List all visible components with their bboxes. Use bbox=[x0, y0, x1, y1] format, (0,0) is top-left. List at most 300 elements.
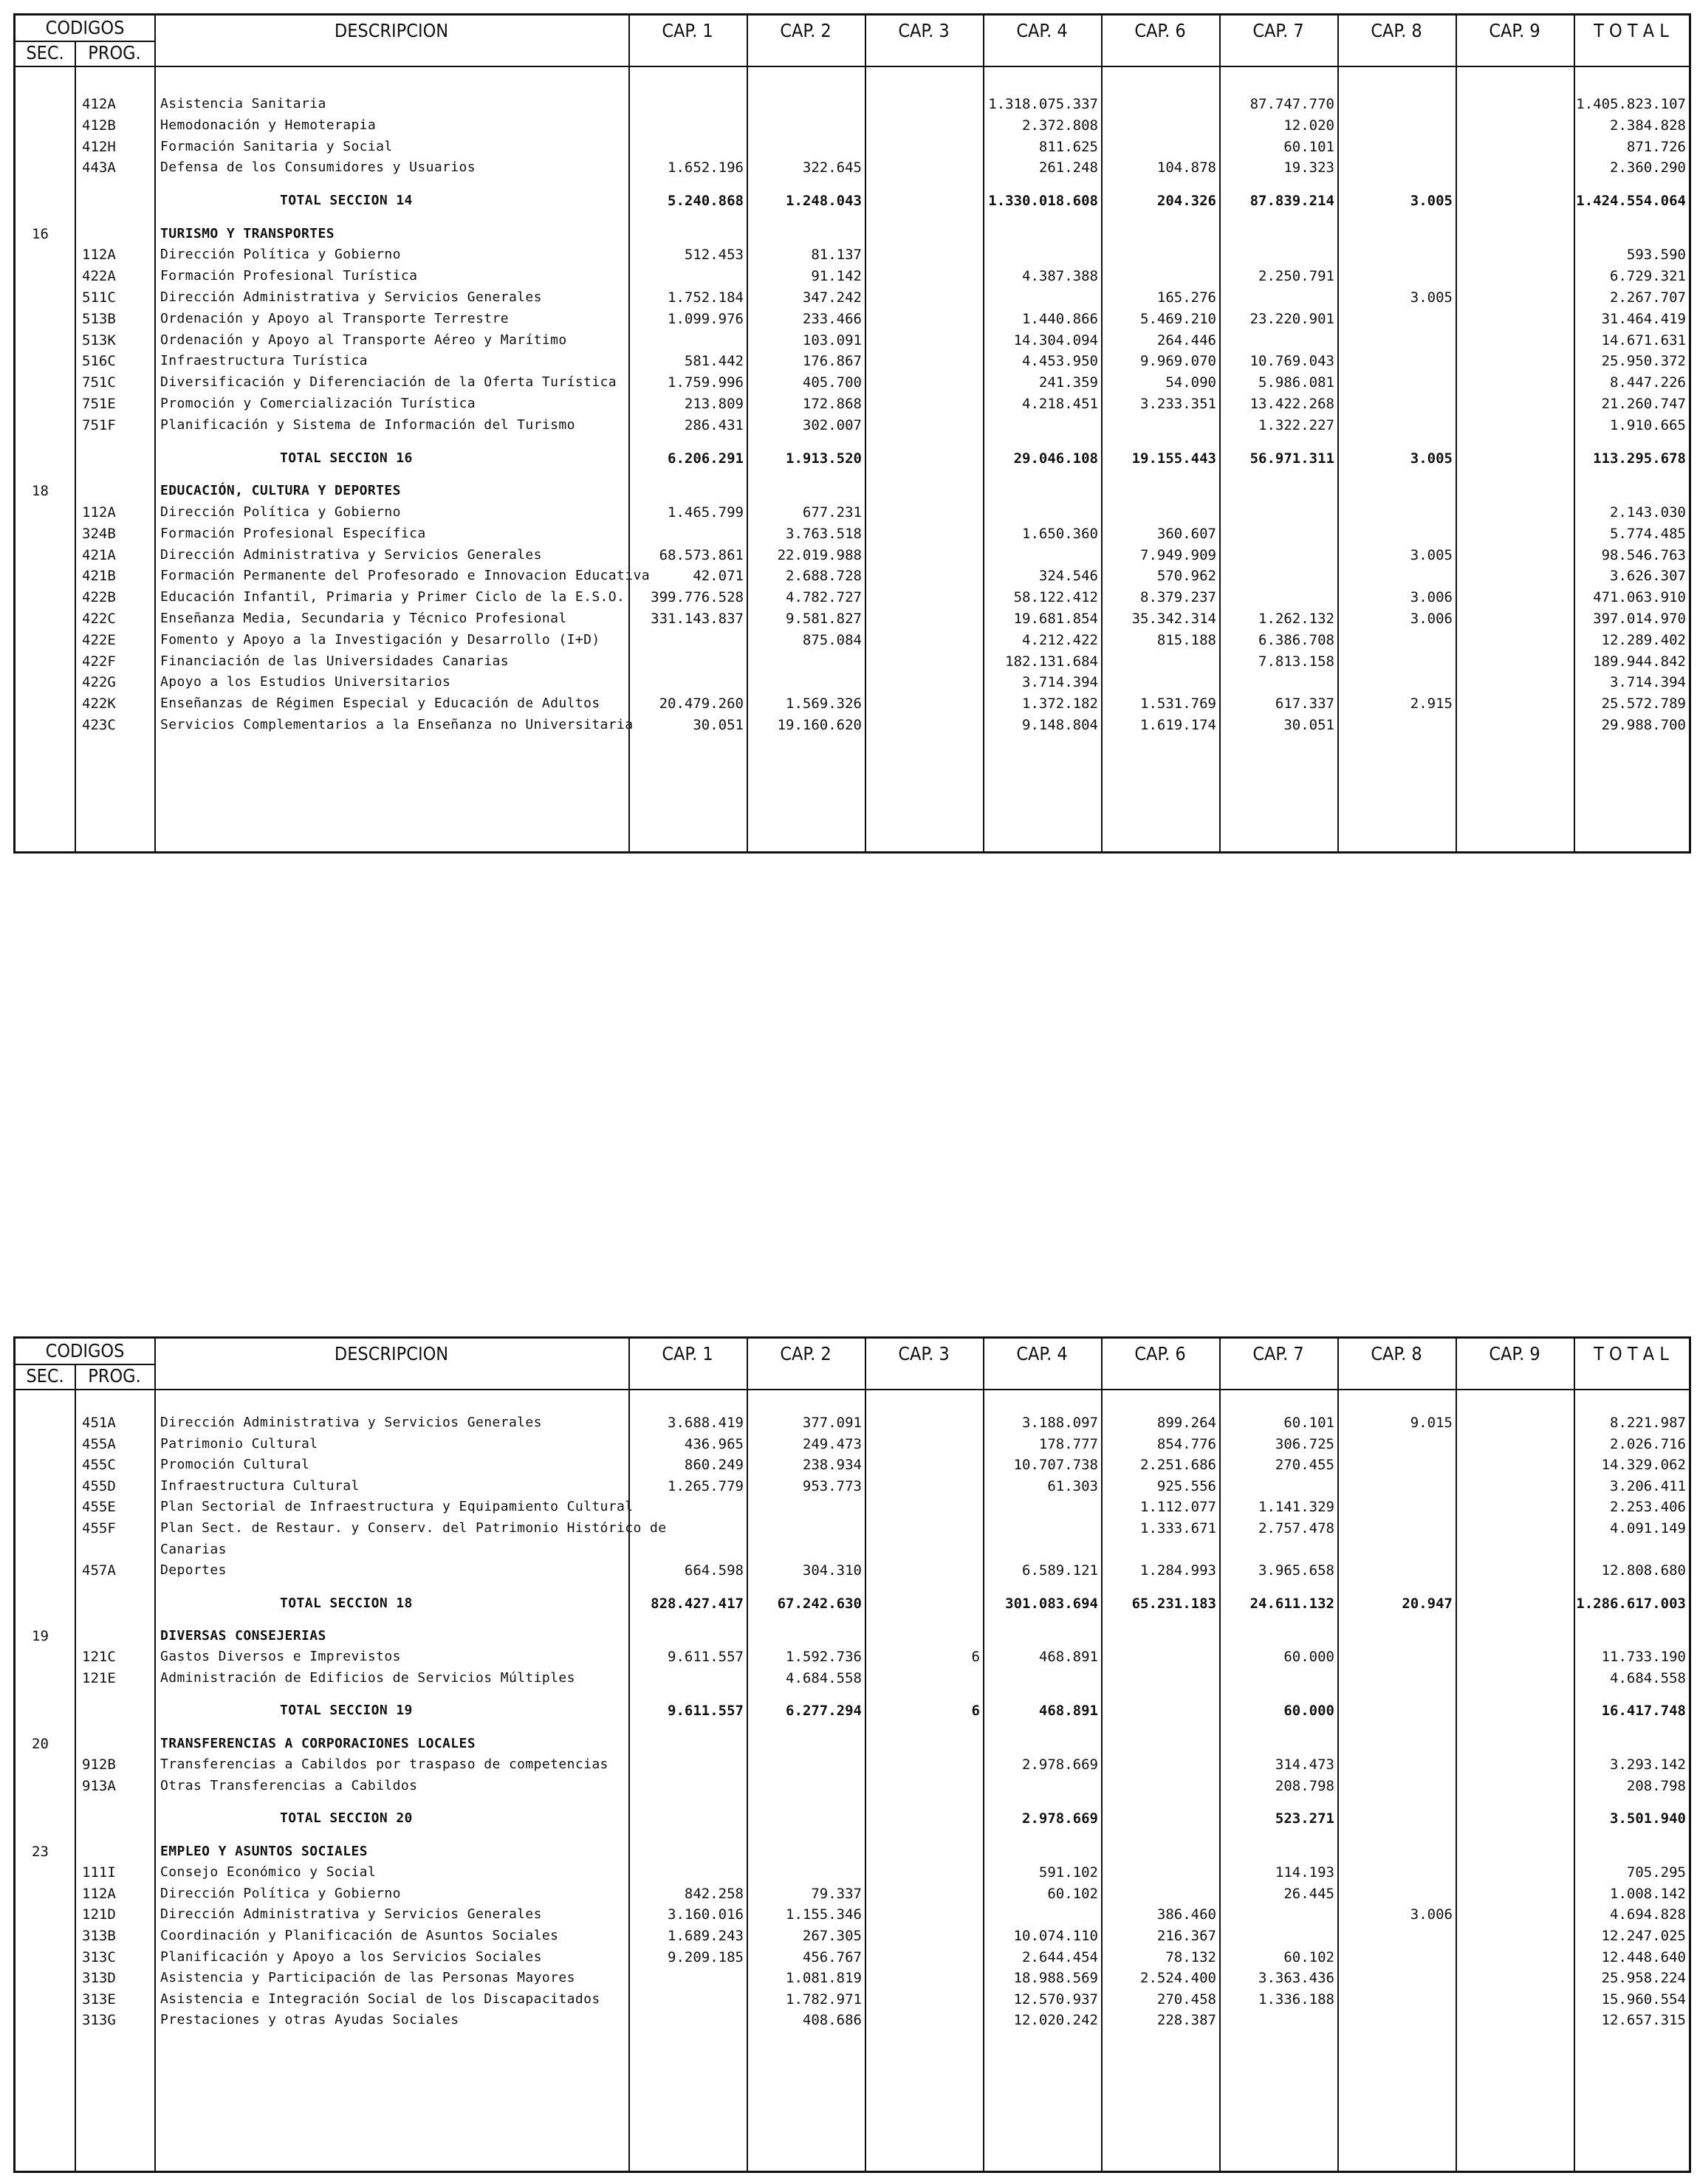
total-value: 5.240.868 bbox=[668, 193, 744, 210]
program-description: Transferencias a Cabildos por traspaso de competencias bbox=[160, 1757, 608, 1773]
program-value: 54.090 bbox=[1165, 374, 1216, 391]
program-value: 2.251.686 bbox=[1140, 1457, 1216, 1474]
total-value: 9.611.557 bbox=[668, 1703, 744, 1720]
program-value: 953.773 bbox=[802, 1477, 862, 1494]
program-value: 324.546 bbox=[1038, 568, 1098, 585]
header-prog: PROG. bbox=[88, 1365, 141, 1387]
budget-table-top bbox=[13, 13, 1691, 854]
program-value: 60.101 bbox=[1283, 1415, 1334, 1431]
program-code: 313B bbox=[82, 1927, 116, 1944]
program-value: 9.581.827 bbox=[786, 610, 862, 627]
program-code: 751C bbox=[82, 374, 116, 391]
program-value: 408.686 bbox=[802, 2012, 862, 2029]
section-number: 23 bbox=[32, 1843, 49, 1860]
program-description: Dirección Administrativa y Servicios Generales bbox=[160, 1415, 542, 1430]
program-value: 4.694.828 bbox=[1610, 1906, 1686, 1923]
column-divider bbox=[865, 1339, 866, 2171]
program-value: 331.143.837 bbox=[651, 610, 744, 627]
program-value: 172.868 bbox=[802, 396, 862, 413]
header-cap: T O T A L bbox=[1594, 20, 1669, 41]
program-value: 176.867 bbox=[802, 353, 862, 370]
header-cap: CAP. 3 bbox=[898, 1343, 950, 1364]
program-value: 213.809 bbox=[684, 396, 744, 413]
program-value: 267.305 bbox=[802, 1927, 862, 1944]
program-value: 60.101 bbox=[1283, 138, 1334, 155]
program-description: Infraestructura Cultural bbox=[160, 1477, 360, 1494]
program-description: Gastos Diversos e Imprevistos bbox=[160, 1649, 401, 1665]
program-value: 1.689.243 bbox=[668, 1927, 744, 1944]
section-title: TURISMO Y TRANSPORTES bbox=[160, 225, 335, 241]
program-description: Plan Sect. de Restaur. y Conserv. del Patrimonio Histórico de bbox=[160, 1520, 667, 1536]
program-value: 3.206.411 bbox=[1610, 1477, 1686, 1494]
program-description: Formación Permanente del Profesorado e Innovacion Educativa bbox=[160, 568, 650, 584]
program-value: 60.102 bbox=[1283, 1948, 1334, 1965]
program-value: 233.466 bbox=[802, 310, 862, 327]
program-value: 3.006 bbox=[1410, 1906, 1453, 1923]
program-value: 241.359 bbox=[1038, 374, 1098, 391]
program-value: 60.000 bbox=[1283, 1649, 1334, 1666]
program-code: 313G bbox=[82, 2012, 116, 2029]
program-value: 2.143.030 bbox=[1610, 504, 1686, 521]
program-value: 1.081.819 bbox=[786, 1970, 862, 1987]
program-value: 871.726 bbox=[1626, 138, 1686, 155]
header-prog: PROG. bbox=[88, 42, 141, 63]
program-value: 2.915 bbox=[1410, 696, 1453, 712]
section-title: DIVERSAS CONSEJERIAS bbox=[160, 1627, 326, 1644]
program-value: 405.700 bbox=[802, 374, 862, 391]
program-code: 451A bbox=[82, 1415, 116, 1431]
program-value: 617.337 bbox=[1275, 696, 1334, 712]
header-codigos: CODIGOS bbox=[45, 17, 125, 38]
program-value: 2.644.454 bbox=[1022, 1948, 1098, 1965]
total-value: 204.326 bbox=[1156, 193, 1216, 210]
program-value: 4.387.388 bbox=[1022, 268, 1098, 285]
budget-table-bottom bbox=[13, 1336, 1691, 2173]
program-value: 1.112.077 bbox=[1140, 1499, 1216, 1516]
header-cap: CAP. 8 bbox=[1371, 20, 1422, 41]
total-value: 113.295.678 bbox=[1593, 450, 1686, 467]
header-cap: CAP. 2 bbox=[780, 1343, 832, 1364]
program-value: 677.231 bbox=[802, 504, 862, 521]
program-code: 511C bbox=[82, 289, 116, 306]
program-value: 664.598 bbox=[684, 1562, 744, 1579]
program-value: 875.084 bbox=[802, 631, 862, 648]
program-value: 12.570.937 bbox=[1013, 1991, 1098, 2008]
program-code: 412H bbox=[82, 138, 116, 155]
program-value: 1.372.182 bbox=[1022, 696, 1098, 712]
header-cap: CAP. 6 bbox=[1134, 1343, 1186, 1364]
program-description: Deportes bbox=[160, 1562, 227, 1579]
program-description: Enseñanzas de Régimen Especial y Educación de Adultos bbox=[160, 696, 600, 712]
program-code: 443A bbox=[82, 159, 116, 176]
program-value: 61.303 bbox=[1047, 1477, 1098, 1494]
program-value: 3.005 bbox=[1410, 289, 1453, 306]
header-cap: CAP. 1 bbox=[662, 1343, 713, 1364]
header-cap: T O T A L bbox=[1594, 1343, 1669, 1364]
program-value: 12.020.242 bbox=[1013, 2012, 1098, 2029]
program-value: 2.360.290 bbox=[1610, 159, 1686, 176]
header-cap: CAP. 8 bbox=[1371, 1343, 1422, 1364]
program-value: 1.759.996 bbox=[668, 374, 744, 391]
header-divider bbox=[16, 1389, 1689, 1390]
program-value: 3.363.436 bbox=[1258, 1970, 1334, 1987]
program-code: 513B bbox=[82, 310, 116, 327]
program-description: Consejo Económico y Social bbox=[160, 1864, 377, 1881]
program-value: 860.249 bbox=[684, 1457, 744, 1474]
program-value: 12.289.402 bbox=[1601, 631, 1686, 648]
program-description: Ordenación y Apoyo al Transporte Aéreo y Marítimo bbox=[160, 332, 567, 348]
program-value: 87.747.770 bbox=[1249, 96, 1334, 112]
program-value: 10.074.110 bbox=[1013, 1927, 1098, 1944]
program-value: 2.253.406 bbox=[1610, 1499, 1686, 1516]
program-code: 422C bbox=[82, 610, 116, 627]
program-description: Formación Profesional Turística bbox=[160, 268, 418, 284]
program-value: 18.988.569 bbox=[1013, 1970, 1098, 1987]
program-value: 1.752.184 bbox=[668, 289, 744, 306]
program-value: 925.556 bbox=[1156, 1477, 1216, 1494]
header-descripcion: DESCRIPCION bbox=[334, 20, 449, 41]
program-value: 591.102 bbox=[1038, 1864, 1098, 1881]
section-title: EDUCACIÓN, CULTURA Y DEPORTES bbox=[160, 483, 401, 499]
program-code: 313C bbox=[82, 1948, 116, 1965]
total-value: 6 bbox=[971, 1703, 980, 1720]
program-code: 422E bbox=[82, 631, 116, 648]
program-value: 25.572.789 bbox=[1601, 696, 1686, 712]
total-value: 56.971.311 bbox=[1249, 450, 1334, 467]
program-code: 913A bbox=[82, 1777, 116, 1794]
program-description: Planificación y Apoyo a los Servicios Sociales bbox=[160, 1948, 542, 1965]
program-code: 912B bbox=[82, 1757, 116, 1773]
program-value: 2.250.791 bbox=[1258, 268, 1334, 285]
total-value: 2.978.669 bbox=[1022, 1810, 1098, 1827]
program-value: 1.650.360 bbox=[1022, 525, 1098, 542]
program-value: 2.026.716 bbox=[1610, 1435, 1686, 1452]
program-value: 20.479.260 bbox=[659, 696, 744, 712]
program-value: 471.063.910 bbox=[1593, 589, 1686, 606]
program-description: Prestaciones y otras Ayudas Sociales bbox=[160, 2012, 459, 2028]
program-value: 10.707.738 bbox=[1013, 1457, 1098, 1474]
program-value: 2.978.669 bbox=[1022, 1757, 1098, 1773]
program-value: 228.387 bbox=[1156, 2012, 1216, 2029]
total-value: 6.277.294 bbox=[786, 1703, 862, 1720]
program-value: 304.310 bbox=[802, 1562, 862, 1579]
total-value: 3.005 bbox=[1410, 450, 1453, 467]
program-value: 270.458 bbox=[1156, 1991, 1216, 2008]
header-cap: CAP. 6 bbox=[1134, 20, 1186, 41]
program-value: 3.006 bbox=[1410, 610, 1453, 627]
column-divider bbox=[1337, 16, 1339, 851]
program-value: 3.626.307 bbox=[1610, 568, 1686, 585]
program-value: 178.777 bbox=[1038, 1435, 1098, 1452]
program-value: 103.091 bbox=[802, 332, 862, 348]
program-description: Dirección Política y Gobierno bbox=[160, 504, 401, 520]
program-value: 58.122.412 bbox=[1013, 589, 1098, 606]
program-value: 2.688.728 bbox=[786, 568, 862, 585]
header-sec: SEC. bbox=[26, 1365, 64, 1387]
column-divider bbox=[75, 41, 76, 851]
program-description: Canarias bbox=[160, 1541, 227, 1557]
program-value: 386.460 bbox=[1156, 1906, 1216, 1923]
program-value: 7.949.909 bbox=[1140, 546, 1216, 563]
program-value: 10.769.043 bbox=[1249, 353, 1334, 370]
program-value: 3.233.351 bbox=[1140, 396, 1216, 413]
program-value: 68.573.861 bbox=[659, 546, 744, 563]
program-code: 422G bbox=[82, 674, 116, 691]
program-code: 111I bbox=[82, 1864, 116, 1881]
program-value: 4.212.422 bbox=[1022, 631, 1098, 648]
program-value: 8.447.226 bbox=[1610, 374, 1686, 391]
program-value: 35.342.314 bbox=[1131, 610, 1216, 627]
program-value: 81.137 bbox=[811, 247, 862, 264]
program-value: 2.524.400 bbox=[1140, 1970, 1216, 1987]
program-value: 302.007 bbox=[802, 416, 862, 433]
program-value: 208.798 bbox=[1626, 1777, 1686, 1794]
program-value: 399.776.528 bbox=[651, 589, 744, 606]
program-code: 457A bbox=[82, 1562, 116, 1579]
program-value: 238.934 bbox=[802, 1457, 862, 1474]
program-value: 436.965 bbox=[684, 1435, 744, 1452]
header-cap: CAP. 7 bbox=[1252, 1343, 1304, 1364]
section-total-label: TOTAL SECCION 14 bbox=[280, 193, 413, 209]
program-value: 270.455 bbox=[1275, 1457, 1334, 1474]
program-value: 322.645 bbox=[802, 159, 862, 176]
program-value: 12.808.680 bbox=[1601, 1562, 1686, 1579]
program-value: 9.209.185 bbox=[668, 1948, 744, 1965]
program-value: 286.431 bbox=[684, 416, 744, 433]
section-total-label: TOTAL SECCION 20 bbox=[280, 1810, 413, 1827]
program-value: 5.469.210 bbox=[1140, 310, 1216, 327]
program-code: 455D bbox=[82, 1477, 116, 1494]
total-value: 1.248.043 bbox=[786, 193, 862, 210]
program-value: 9.148.804 bbox=[1022, 716, 1098, 733]
program-value: 9.969.070 bbox=[1140, 353, 1216, 370]
program-code: 313E bbox=[82, 1991, 116, 2008]
total-value: 1.330.018.608 bbox=[988, 193, 1098, 210]
total-value: 6.206.291 bbox=[668, 450, 744, 467]
program-value: 13.422.268 bbox=[1249, 396, 1334, 413]
program-value: 1.284.993 bbox=[1140, 1562, 1216, 1579]
program-value: 216.367 bbox=[1156, 1927, 1216, 1944]
program-code: 421A bbox=[82, 546, 116, 563]
program-value: 3.965.658 bbox=[1258, 1562, 1334, 1579]
program-value: 25.958.224 bbox=[1601, 1970, 1686, 1987]
program-value: 512.453 bbox=[684, 247, 744, 264]
program-value: 182.131.684 bbox=[1005, 653, 1098, 670]
program-value: 1.099.976 bbox=[668, 310, 744, 327]
program-value: 5.986.081 bbox=[1258, 374, 1334, 391]
program-value: 22.019.988 bbox=[777, 546, 862, 563]
program-value: 468.891 bbox=[1038, 1649, 1098, 1666]
program-value: 12.448.640 bbox=[1601, 1948, 1686, 1965]
total-value: 16.417.748 bbox=[1601, 1703, 1686, 1720]
header-cap: CAP. 2 bbox=[780, 20, 832, 41]
program-description: Plan Sectorial de Infraestructura y Equipamiento Cultural bbox=[160, 1499, 634, 1515]
program-code: 324B bbox=[82, 525, 116, 542]
program-value: 4.218.451 bbox=[1022, 396, 1098, 413]
program-value: 815.188 bbox=[1156, 631, 1216, 648]
total-value: 60.000 bbox=[1283, 1703, 1334, 1720]
program-code: 412A bbox=[82, 96, 116, 112]
header-sec: SEC. bbox=[26, 42, 64, 63]
program-value: 1.569.326 bbox=[786, 696, 862, 712]
header-descripcion: DESCRIPCION bbox=[334, 1343, 449, 1364]
program-value: 1.333.671 bbox=[1140, 1520, 1216, 1536]
program-value: 1.440.866 bbox=[1022, 310, 1098, 327]
program-value: 3.688.419 bbox=[668, 1415, 744, 1431]
column-divider bbox=[75, 1364, 76, 2171]
program-value: 456.767 bbox=[802, 1948, 862, 1965]
program-value: 8.221.987 bbox=[1610, 1415, 1686, 1431]
section-total-label: TOTAL SECCION 19 bbox=[280, 1703, 413, 1719]
program-value: 3.763.518 bbox=[786, 525, 862, 542]
column-divider bbox=[1337, 1339, 1339, 2171]
program-code: 455A bbox=[82, 1435, 116, 1452]
total-value: 3.005 bbox=[1410, 193, 1453, 210]
total-value: 20.947 bbox=[1402, 1595, 1453, 1612]
program-code: 112A bbox=[82, 247, 116, 264]
program-value: 1.910.665 bbox=[1610, 416, 1686, 433]
header-cap: CAP. 9 bbox=[1489, 1343, 1540, 1364]
program-value: 4.684.558 bbox=[1610, 1670, 1686, 1687]
program-description: Coordinación y Planificación de Asuntos Sociales bbox=[160, 1927, 559, 1943]
total-value: 1.286.617.003 bbox=[1576, 1595, 1686, 1612]
program-code: 455E bbox=[82, 1499, 116, 1516]
program-value: 12.247.025 bbox=[1601, 1927, 1686, 1944]
program-code: 422A bbox=[82, 268, 116, 285]
program-value: 9.611.557 bbox=[668, 1649, 744, 1666]
program-value: 19.681.854 bbox=[1013, 610, 1098, 627]
program-value: 60.102 bbox=[1047, 1885, 1098, 1902]
program-description: Patrimonio Cultural bbox=[160, 1435, 318, 1452]
program-value: 264.446 bbox=[1156, 332, 1216, 348]
program-value: 78.132 bbox=[1165, 1948, 1216, 1965]
section-title: EMPLEO Y ASUNTOS SOCIALES bbox=[160, 1843, 368, 1859]
program-value: 4.782.727 bbox=[786, 589, 862, 606]
program-description: Dirección Política y Gobierno bbox=[160, 1885, 401, 1901]
program-description: Dirección Administrativa y Servicios Generales bbox=[160, 289, 542, 306]
program-value: 1.405.823.107 bbox=[1576, 96, 1686, 112]
program-value: 12.657.315 bbox=[1601, 2012, 1686, 2029]
program-value: 6.386.708 bbox=[1258, 631, 1334, 648]
program-code: 112A bbox=[82, 504, 116, 521]
program-value: 31.464.419 bbox=[1601, 310, 1686, 327]
section-total-label: TOTAL SECCION 16 bbox=[280, 450, 413, 466]
program-value: 314.473 bbox=[1275, 1757, 1334, 1773]
program-value: 1.265.779 bbox=[668, 1477, 744, 1494]
program-value: 30.051 bbox=[693, 716, 744, 733]
program-value: 26.445 bbox=[1283, 1885, 1334, 1902]
program-value: 6.729.321 bbox=[1610, 268, 1686, 285]
program-code: 513K bbox=[82, 332, 116, 348]
program-value: 19.160.620 bbox=[777, 716, 862, 733]
program-code: 422B bbox=[82, 589, 116, 606]
program-description: Dirección Política y Gobierno bbox=[160, 247, 401, 263]
program-value: 104.878 bbox=[1156, 159, 1216, 176]
program-value: 3.714.394 bbox=[1610, 674, 1686, 691]
program-value: 98.546.763 bbox=[1601, 546, 1686, 563]
total-value: 1.424.554.064 bbox=[1576, 193, 1686, 210]
program-value: 7.813.158 bbox=[1258, 653, 1334, 670]
program-value: 9.015 bbox=[1410, 1415, 1453, 1431]
program-description: Asistencia e Integración Social de los Discapacitados bbox=[160, 1991, 600, 2007]
program-code: 751E bbox=[82, 396, 116, 413]
program-value: 91.142 bbox=[811, 268, 862, 285]
program-description: Infraestructura Turística bbox=[160, 353, 368, 369]
program-value: 14.671.631 bbox=[1601, 332, 1686, 348]
program-value: 208.798 bbox=[1275, 1777, 1334, 1794]
program-description: Enseñanza Media, Secundaria y Técnico Profesional bbox=[160, 610, 567, 626]
program-value: 811.625 bbox=[1038, 138, 1098, 155]
total-value: 87.839.214 bbox=[1249, 193, 1334, 210]
section-number: 19 bbox=[32, 1627, 49, 1644]
total-value: 29.046.108 bbox=[1013, 450, 1098, 467]
program-value: 360.607 bbox=[1156, 525, 1216, 542]
program-code: 516C bbox=[82, 353, 116, 370]
program-value: 899.264 bbox=[1156, 1415, 1216, 1431]
program-value: 1.318.075.337 bbox=[988, 96, 1098, 112]
program-value: 3.160.016 bbox=[668, 1906, 744, 1923]
program-value: 15.960.554 bbox=[1601, 1991, 1686, 2008]
section-number: 18 bbox=[32, 483, 49, 500]
header-codigos: CODIGOS bbox=[45, 1340, 125, 1361]
program-value: 249.473 bbox=[802, 1435, 862, 1452]
program-value: 1.782.971 bbox=[786, 1991, 862, 2008]
program-code: 423C bbox=[82, 716, 116, 733]
program-value: 854.776 bbox=[1156, 1435, 1216, 1452]
program-value: 3.293.142 bbox=[1610, 1757, 1686, 1773]
program-description: Hemodonación y Hemoterapia bbox=[160, 117, 377, 133]
program-value: 261.248 bbox=[1038, 159, 1098, 176]
program-value: 842.258 bbox=[684, 1885, 744, 1902]
program-code: 121C bbox=[82, 1649, 116, 1666]
program-value: 114.193 bbox=[1275, 1864, 1334, 1881]
program-value: 4.453.950 bbox=[1022, 353, 1098, 370]
column-divider bbox=[1456, 1339, 1457, 2171]
program-value: 6 bbox=[971, 1649, 980, 1666]
program-description: Asistencia Sanitaria bbox=[160, 96, 326, 111]
program-value: 581.442 bbox=[684, 353, 744, 370]
program-value: 347.242 bbox=[802, 289, 862, 306]
section-total-label: TOTAL SECCION 18 bbox=[280, 1595, 413, 1611]
program-value: 5.774.485 bbox=[1610, 525, 1686, 542]
section-title: TRANSFERENCIAS A CORPORACIONES LOCALES bbox=[160, 1735, 476, 1751]
program-value: 14.304.094 bbox=[1013, 332, 1098, 348]
program-value: 29.988.700 bbox=[1601, 716, 1686, 733]
program-value: 23.220.901 bbox=[1249, 310, 1334, 327]
program-value: 1.262.132 bbox=[1258, 610, 1334, 627]
program-value: 2.372.808 bbox=[1022, 117, 1098, 134]
column-divider bbox=[1456, 16, 1457, 851]
program-value: 377.091 bbox=[802, 1415, 862, 1431]
program-value: 21.260.747 bbox=[1601, 396, 1686, 413]
column-divider bbox=[154, 1339, 156, 2171]
section-number: 20 bbox=[32, 1735, 49, 1752]
program-value: 397.014.970 bbox=[1593, 610, 1686, 627]
program-description: Apoyo a los Estudios Universitarios bbox=[160, 674, 451, 690]
program-description: Promoción y Comercialización Turística bbox=[160, 396, 476, 412]
header-cap: CAP. 3 bbox=[898, 20, 950, 41]
program-value: 8.379.237 bbox=[1140, 589, 1216, 606]
program-value: 1.336.188 bbox=[1258, 1991, 1334, 2008]
program-value: 12.020 bbox=[1283, 117, 1334, 134]
program-value: 42.071 bbox=[693, 568, 744, 585]
header-cap: CAP. 4 bbox=[1016, 1343, 1068, 1364]
program-description: Asistencia y Participación de las Personas Mayores bbox=[160, 1970, 575, 1986]
total-value: 65.231.183 bbox=[1131, 1595, 1216, 1612]
program-value: 1.141.329 bbox=[1258, 1499, 1334, 1516]
total-value: 523.271 bbox=[1275, 1810, 1334, 1827]
section-number: 16 bbox=[32, 225, 49, 242]
